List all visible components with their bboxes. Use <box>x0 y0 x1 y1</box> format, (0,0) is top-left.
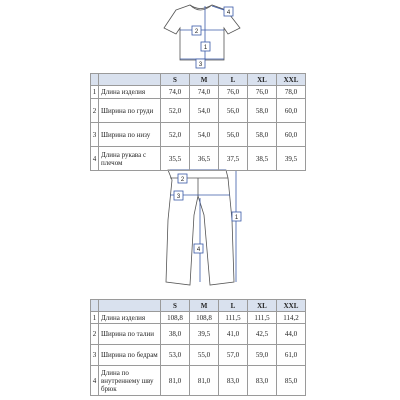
size-header: L <box>219 300 248 312</box>
measure-name: Длина изделия <box>99 86 161 99</box>
size-header: XL <box>248 74 277 86</box>
size-header: S <box>161 300 190 312</box>
table-row: 4 Длина по внутреннему шву брюк 81,0 81,0 83,0 83,0 85,0 <box>91 366 306 396</box>
pants-size-table <box>90 299 306 396</box>
pants-label-4: 4 <box>196 247 201 253</box>
tshirt-size-table <box>90 73 306 171</box>
shirt-label-3: 3 <box>198 62 203 68</box>
measure-name: Ширина по талии <box>99 324 161 345</box>
table-row: 2 Ширина по талии 38,0 39,5 41,0 42,5 44,0 <box>91 324 306 345</box>
size-header: XXL <box>277 74 306 86</box>
shirt-label-1: 1 <box>203 45 208 51</box>
size-header: M <box>190 300 219 312</box>
shirt-label-2: 2 <box>194 29 199 35</box>
pants-label-2: 2 <box>180 177 185 183</box>
table-row: 3 Ширина по низу 52,0 54,0 56,0 58,0 60,0 <box>91 123 306 147</box>
size-header: L <box>219 74 248 86</box>
size-header: XXL <box>277 300 306 312</box>
table-row: 3 Ширина по бедрам 53,0 55,0 57,0 59,0 61,0 <box>91 345 306 366</box>
pants-label-3: 3 <box>176 194 181 200</box>
measure-name: Ширина по низу <box>99 123 161 147</box>
size-header: M <box>190 74 219 86</box>
pants-measure-lines <box>170 170 236 282</box>
table-row: 1 Длина изделия 74,0 74,0 76,0 76,0 78,0 <box>91 86 306 99</box>
table-header-row <box>91 74 306 86</box>
measure-name: Длина по внутреннему шву брюк <box>99 366 161 396</box>
measure-name: Длина изделия <box>99 312 161 324</box>
table-row: 1 Длина изделия 108,8 108,8 111,5 111,5 114,2 <box>91 312 306 324</box>
table-header-row <box>91 300 306 312</box>
table-row: 2 Ширина по груди 52,0 54,0 56,0 58,0 60,0 <box>91 99 306 123</box>
measure-name: Ширина по бедрам <box>99 345 161 366</box>
pants-label-1: 1 <box>234 215 239 221</box>
size-header: XL <box>248 300 277 312</box>
tshirt-measure-lines <box>180 6 224 60</box>
measure-name: Длина рукава с плечом <box>99 147 161 171</box>
table-row: 4 Длина рукава с плечом 35,5 36,5 37,5 38,5 39,5 <box>91 147 306 171</box>
measure-name: Ширина по груди <box>99 99 161 123</box>
shirt-label-4: 4 <box>226 10 231 16</box>
size-header: S <box>161 74 190 86</box>
